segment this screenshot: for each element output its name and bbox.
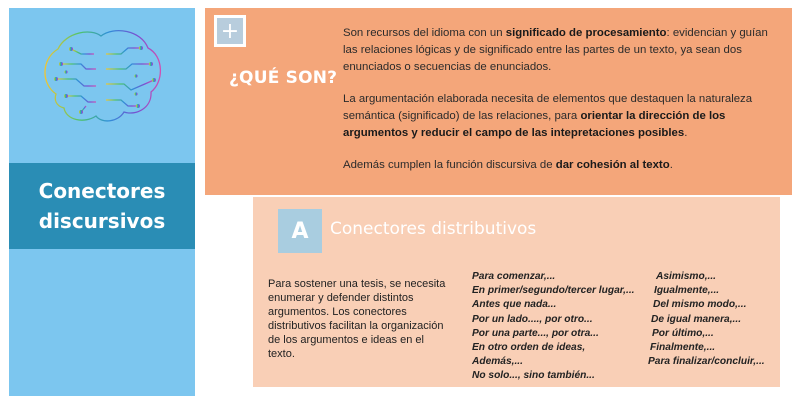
plus-icon: + — [220, 18, 240, 44]
list-item: Asimismo,... — [656, 271, 717, 282]
paragraph-1 — [343, 25, 781, 76]
p3-text-a: Además cumplen la función discursiva de — [343, 159, 556, 171]
list-item: De igual manera,... — [651, 313, 742, 325]
p3-bold: dar cohesión al texto — [555, 159, 670, 171]
paragraph-2 — [343, 91, 781, 142]
section-description: Para sostener una tesis, se necesita enumerar y defender distintos argumentos. Los conectores distributivos facilitan la organización de los argumentos e ideas en el texto. — [268, 278, 446, 360]
list-item: Para comenzar,... — [472, 271, 556, 282]
expand-button[interactable] — [214, 15, 246, 47]
paragraph-3 — [343, 157, 781, 174]
page-title — [9, 163, 195, 249]
p1-text-a: Son recursos del idioma con un — [343, 27, 506, 39]
definition-text — [343, 25, 781, 189]
list-item: Por una parte..., por otra... — [472, 327, 599, 339]
section-title: Conectores distributivos — [330, 219, 537, 239]
list-item: Por un lado...., por otro... — [472, 313, 593, 325]
list-item: No solo..., sino también... — [472, 370, 595, 382]
list-item: Finalmente,... — [650, 342, 716, 354]
list-item: Del mismo modo,... — [653, 299, 747, 311]
list-item: En primer/segundo/tercer lugar,... — [472, 285, 635, 297]
section-letter-badge: A — [278, 209, 322, 253]
que-son-heading: ¿QUÉ SON? — [229, 68, 338, 88]
list-item: Además,... — [472, 356, 523, 368]
p1-text-c: : evidencian y guían las relaciones lógicas y de significado entre las partes de un texto, ya sean dos enunciados o secuencias de enunciados. — [343, 27, 768, 73]
circuit-brain-icon — [36, 24, 166, 134]
list-item: Para finalizar/concluir,... — [648, 356, 765, 368]
distributivos-card — [253, 197, 780, 387]
list-item: Antes que nada... — [472, 299, 557, 311]
title-line-2: discursivos — [38, 209, 166, 233]
connectors-list-right — [648, 270, 765, 369]
p2-text-a: La argumentación elaborada necesita de elementos que destaquen la naturaleza semántica (significado) de las relaciones, para — [343, 93, 753, 122]
p2-bold: orientar la dirección de los argumentos y reducir el campo de las intepretaciones posibles — [343, 110, 726, 139]
que-son-card — [205, 8, 792, 195]
p2-text-c: . — [684, 127, 688, 139]
title-line-1: Conectores — [38, 179, 166, 203]
p1-bold: significado de procesamiento — [505, 27, 667, 39]
connectors-list-left — [472, 270, 634, 384]
p3-text-c: . — [669, 159, 673, 171]
sidebar-panel — [9, 8, 195, 396]
list-item: Por último,... — [652, 327, 714, 339]
list-item: Igualmente,... — [654, 285, 720, 297]
list-item: En otro orden de ideas, — [472, 342, 586, 354]
